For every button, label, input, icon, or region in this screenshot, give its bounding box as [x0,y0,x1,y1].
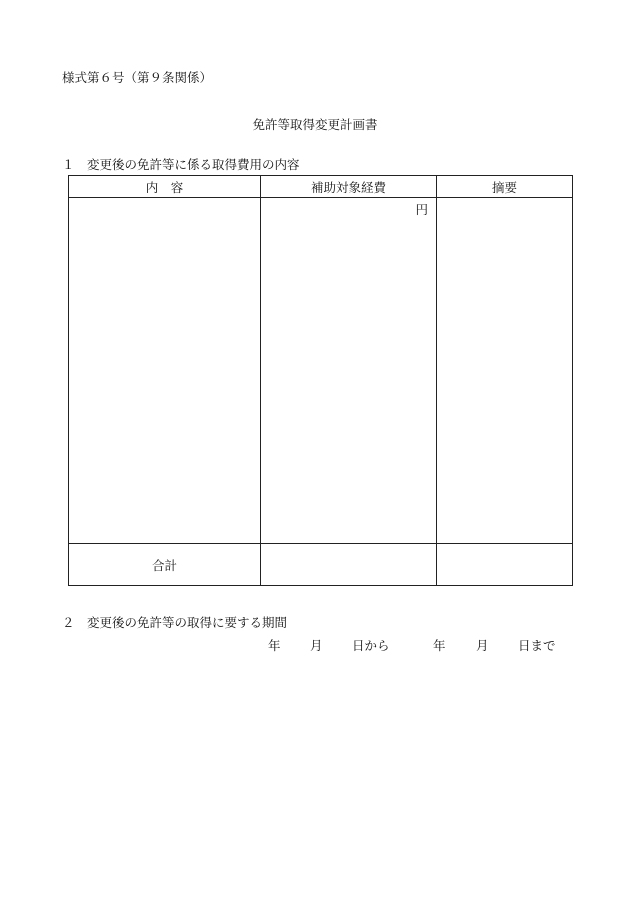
start-year-label: 年 [268,638,281,653]
total-label: 合計 [69,544,261,586]
column-header-remarks: 摘要 [437,176,573,198]
content-cell[interactable] [69,198,261,544]
subsidy-cost-cell[interactable] [261,198,437,544]
end-month-label: 月 [476,638,489,653]
section2-heading: ２ 変更後の免許等の取得に要する期間 [62,615,288,630]
column-header-content: 内 容 [69,176,261,198]
cost-table [68,175,573,586]
document-title: 免許等取得変更計画書 [252,117,378,132]
end-year-label: 年 [433,638,446,653]
total-amount-cell[interactable] [261,544,437,586]
start-month-label: 月 [310,638,323,653]
yen-unit-label: 円 [415,202,428,217]
table-header-row [69,176,573,198]
start-day-label: 日から [352,638,390,653]
remarks-cell[interactable] [437,198,573,544]
form-number: 様式第６号（第９条関係） [62,70,213,85]
table-total-row [69,544,573,586]
section1-heading: １ 変更後の免許等に係る取得費用の内容 [62,157,300,172]
total-remarks-cell[interactable] [437,544,573,586]
column-header-subsidy-cost: 補助対象経費 [261,176,437,198]
table-body-row [69,198,573,544]
end-day-label: 日まで [518,638,556,653]
